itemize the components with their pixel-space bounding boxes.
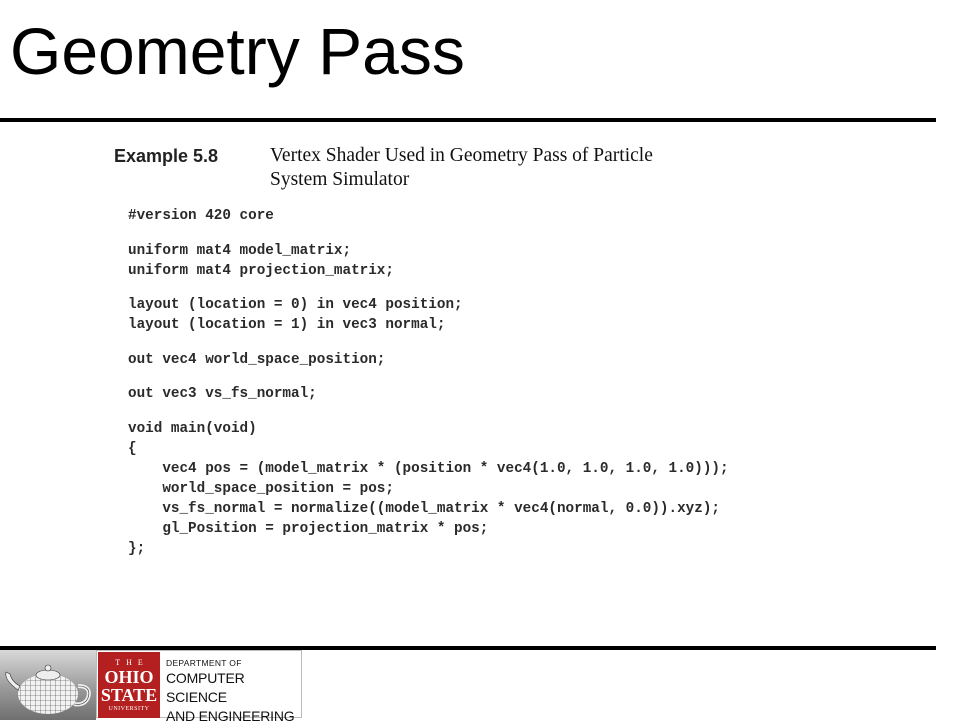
logo-university: UNIVERSITY — [108, 706, 150, 712]
example-header — [114, 144, 764, 194]
code-line-blank — [128, 281, 848, 296]
code-line: out vec3 vs_fs_normal; — [128, 386, 317, 402]
code-line: gl_Position = projection_matrix * pos; — [128, 520, 489, 537]
code-line: layout (location = 0) in vec4 position; — [128, 297, 463, 313]
department-name — [166, 658, 302, 726]
example-caption — [270, 144, 750, 192]
code-line: uniform mat4 model_matrix; — [128, 242, 352, 259]
example-caption-line-1: Vertex Shader Used in Geometry Pass of Particle — [270, 145, 653, 166]
code-line: }; — [128, 540, 146, 557]
code-line: #version 420 core — [128, 208, 274, 224]
teapot-logo — [0, 650, 96, 720]
code-listing — [128, 206, 848, 559]
code-line-blank — [128, 226, 848, 241]
example-label: Example 5.8 — [114, 146, 219, 166]
code-line: out vec4 world_space_position; — [128, 351, 386, 368]
code-line-blank — [128, 404, 848, 419]
code-line: { — [128, 440, 137, 457]
title-divider — [0, 118, 936, 122]
code-line: vec4 pos = (model_matrix * (position * vec4(1.0, 1.0, 1.0, 1.0))); — [128, 460, 729, 477]
code-line: world_space_position = pos; — [128, 480, 394, 497]
slide-title: Geometry Pass — [10, 14, 465, 88]
code-line: uniform mat4 projection_matrix; — [128, 262, 394, 279]
footer — [0, 650, 304, 724]
code-line: layout (location = 1) in vec3 normal; — [128, 317, 446, 333]
dept-line-2: COMPUTER SCIENCE — [166, 670, 245, 705]
code-line-blank — [128, 370, 848, 385]
dept-line-3: AND ENGINEERING — [166, 708, 295, 724]
code-line-blank — [128, 335, 848, 350]
logo-state: STATE — [100, 685, 158, 705]
teapot-icon — [0, 650, 96, 720]
logo-the: THE — [115, 658, 149, 667]
code-line: vs_fs_normal = normalize((model_matrix * vec4(normal, 0.0)).xyz); — [128, 500, 720, 517]
logo-ohio: OHIO — [104, 667, 154, 687]
example-caption-line-2: System Simulator — [270, 169, 410, 190]
dept-line-1: DEPARTMENT OF — [166, 658, 242, 668]
code-line: void main(void) — [128, 420, 257, 437]
ohio-state-logo — [98, 652, 160, 718]
